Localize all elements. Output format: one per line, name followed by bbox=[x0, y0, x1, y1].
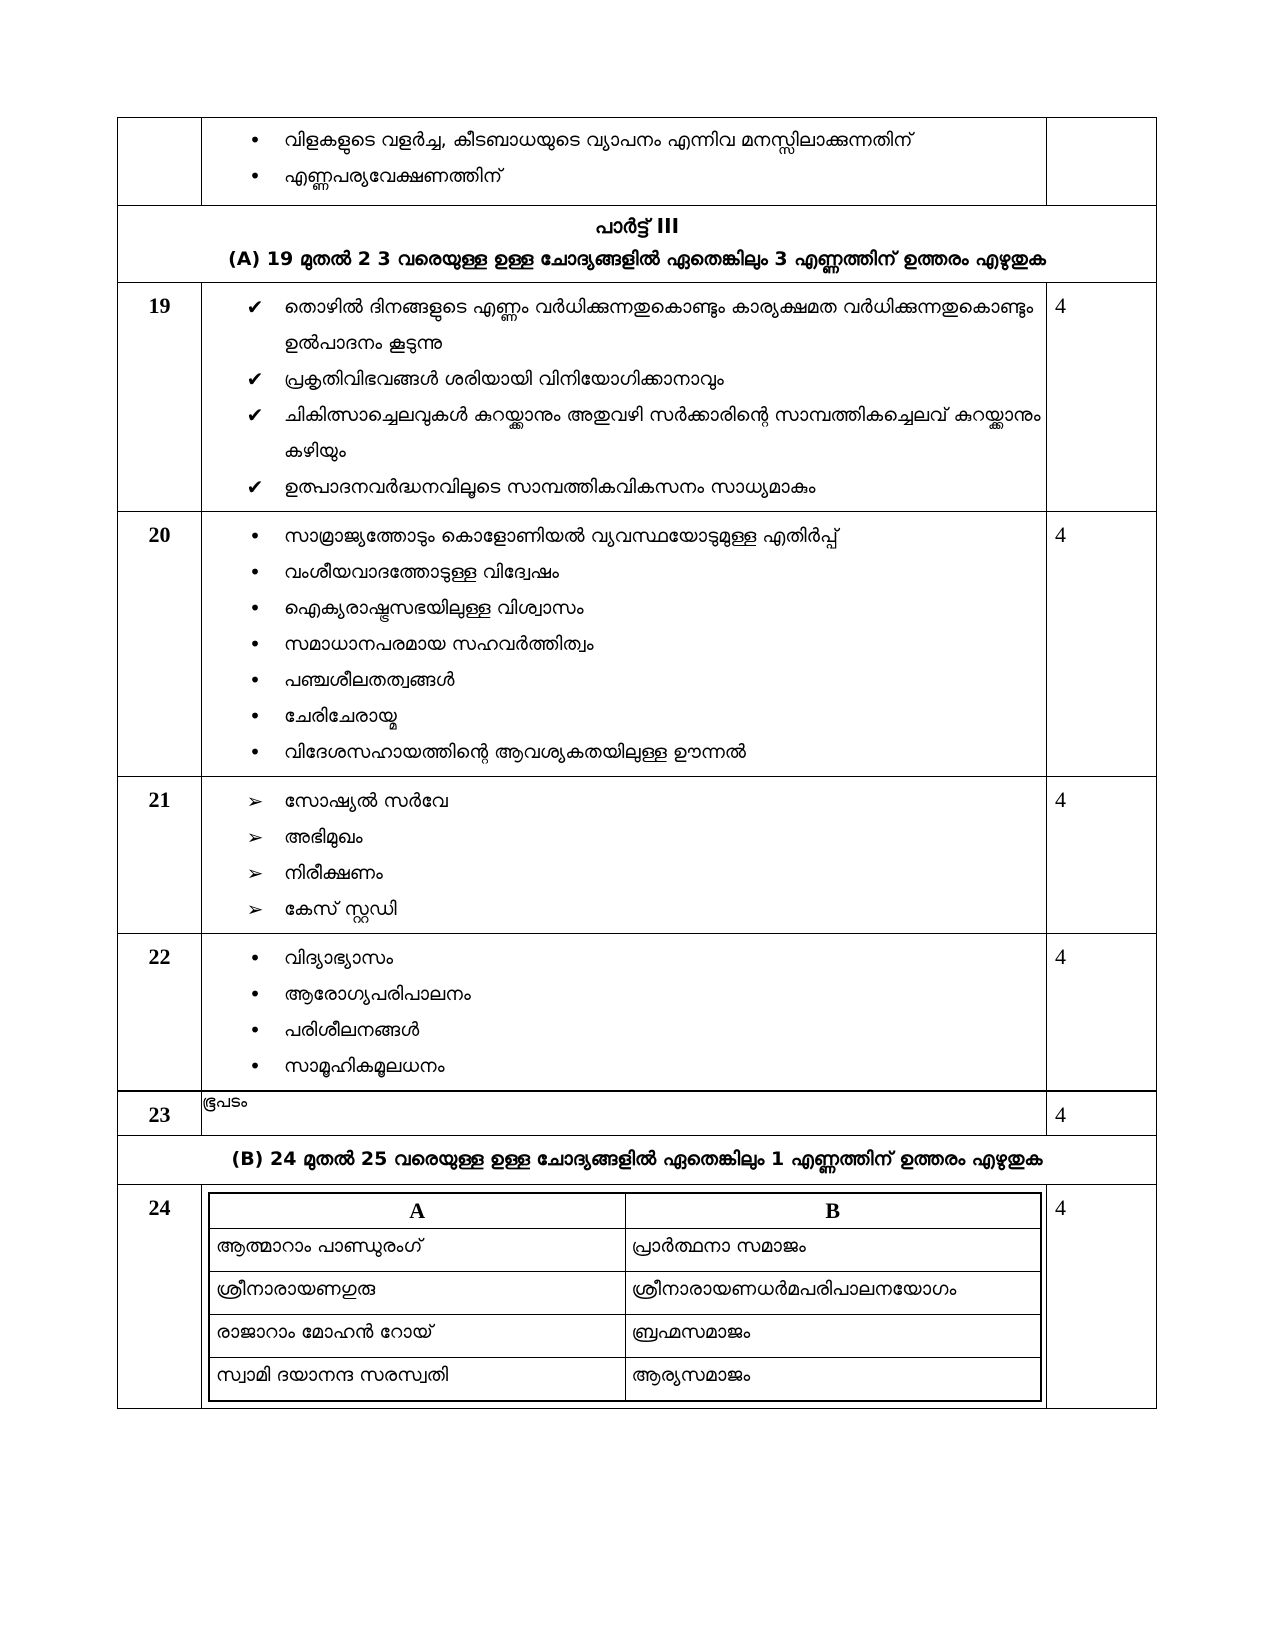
answer-table bbox=[117, 117, 1157, 1409]
table-row: ആത്മാറാം പാണ്ഡുരംഗ് പ്രാർത്ഥനാ സമാജം bbox=[209, 1228, 1041, 1271]
section-b-heading-row bbox=[118, 1135, 1157, 1184]
bullet-icon: • bbox=[249, 1018, 261, 1042]
bullet-icon: • bbox=[249, 740, 261, 764]
check-icon: ✔ bbox=[246, 403, 264, 427]
arrow-bullet-icon: ➢ bbox=[246, 897, 264, 921]
check-icon: ✔ bbox=[246, 475, 264, 499]
list-item: ✔ ഉത്പാദനവർദ്ധനവിലൂടെ സാമ്പത്തികവികസനം സാധ്യമാകും bbox=[202, 469, 1046, 505]
bullet-icon: • bbox=[249, 560, 261, 584]
bullet-icon: • bbox=[249, 164, 261, 188]
section-b-instruction: (B) 24 മുതൽ 25 വരെയുള്ള ഉള്ള ചോദ്യങ്ങളിൽ ഏതെങ്കിലും 1 എണ്ണത്തിന് ഉത്തരം എഴുതുക bbox=[231, 1147, 1043, 1170]
column-header-b: B bbox=[625, 1193, 1041, 1229]
list-item: ✔ ചികിത്സാച്ചെലവുകൾ കുറയ്ക്കാനും അതുവഴി സർക്കാരിന്റെ സാമ്പത്തികച്ചെലവ് കുറയ്ക്കാനും കഴിയും bbox=[202, 397, 1046, 469]
marks: 4 bbox=[1047, 512, 1157, 777]
list-item: • വംശീയവാദത്തോടുള്ള വിദ്വേഷം bbox=[202, 554, 1046, 590]
question-number: 22 bbox=[118, 934, 202, 1092]
arrow-bullet-icon: ➢ bbox=[246, 789, 264, 813]
check-icon: ✔ bbox=[246, 295, 264, 319]
match-table bbox=[208, 1192, 1042, 1402]
list-item: • ആരോഗ്യപരിപാലനം bbox=[202, 976, 1046, 1012]
marks: 4 bbox=[1047, 934, 1157, 1092]
bullet-icon: • bbox=[249, 1054, 261, 1078]
list-item: • വിളകളുടെ വളർച്ച, കീടബാധയുടെ വ്യാപനം എന്നിവ മനസ്സിലാക്കുന്നതിന് bbox=[202, 122, 1046, 158]
bullet-icon: • bbox=[249, 668, 261, 692]
bullet-icon: • bbox=[249, 596, 261, 620]
answer-text: ഭൂപടം bbox=[202, 1091, 1047, 1135]
bullet-icon: • bbox=[249, 524, 261, 548]
marks: 4 bbox=[1047, 283, 1157, 512]
bullet-icon: • bbox=[249, 982, 261, 1006]
question-number: 21 bbox=[118, 777, 202, 934]
answer-key-page bbox=[117, 117, 1157, 1409]
list-item: ➢ കേസ് സ്റ്റഡി bbox=[202, 891, 1046, 927]
list-item: • പഞ്ചശീലതത്വങ്ങൾ bbox=[202, 662, 1046, 698]
list-item: • ചേരിചേരായ്മ bbox=[202, 698, 1046, 734]
bullet-icon: • bbox=[249, 704, 261, 728]
question-number: 24 bbox=[118, 1184, 202, 1408]
list-item: • സാമൂഹികമൂലധനം bbox=[202, 1048, 1046, 1084]
arrow-bullet-icon: ➢ bbox=[246, 861, 264, 885]
list-item: • വിദേശസഹായത്തിന്റെ ആവശ്യകതയിലുള്ള ഊന്നൽ bbox=[202, 734, 1046, 770]
list-item: • ഐക്യരാഷ്ട്രസഭയിലുള്ള വിശ്വാസം bbox=[202, 590, 1046, 626]
section-a-instruction: (A) 19 മുതൽ 2 3 വരെയുള്ള ഉള്ള ചോദ്യങ്ങളിൽ ഏതെങ്കിലും 3 എണ്ണത്തിന് ഉത്തരം എഴുതുക bbox=[228, 248, 1046, 270]
marks bbox=[1047, 118, 1157, 206]
bullet-icon: • bbox=[249, 946, 261, 970]
table-row: ശ്രീനാരായണഗുരു ശ്രീനാരായണധർമപരിപാലനയോഗം bbox=[209, 1271, 1041, 1314]
list-item: • സാമ്രാജ്യത്തോടും കൊളോണിയൽ വ്യവസ്ഥയോടുമുള്ള എതിർപ്പ് bbox=[202, 518, 1046, 554]
question-number: 23 bbox=[118, 1091, 202, 1135]
arrow-bullet-icon: ➢ bbox=[246, 825, 264, 849]
list-item: ➢ സോഷ്യൽ സർവേ bbox=[202, 783, 1046, 819]
list-item: • എണ്ണപര്യവേക്ഷണത്തിന് bbox=[202, 158, 1046, 194]
list-item: ➢ നിരീക്ഷണം bbox=[202, 855, 1046, 891]
question-number bbox=[118, 118, 202, 206]
list-item: ➢ അഭിമുഖം bbox=[202, 819, 1046, 855]
part-title: പാർട്ട് III bbox=[594, 214, 680, 238]
list-item: ✔ പ്രകൃതിവിഭവങ്ങൾ ശരിയായി വിനിയോഗിക്കാനാവും bbox=[202, 361, 1046, 397]
bullet-icon: • bbox=[249, 632, 261, 656]
marks: 4 bbox=[1047, 777, 1157, 934]
column-header-a: A bbox=[209, 1193, 625, 1229]
list-item: • സമാധാനപരമായ സഹവർത്തിത്വം bbox=[202, 626, 1046, 662]
bullet-icon: • bbox=[249, 128, 261, 152]
question-row-23 bbox=[118, 1091, 1157, 1135]
table-row: രാജാറാം മോഹൻ റോയ് ബ്രഹ്മസമാജം bbox=[209, 1314, 1041, 1357]
question-row-21 bbox=[118, 777, 1157, 934]
list-item: • വിദ്യാഭ്യാസം bbox=[202, 940, 1046, 976]
table-row: സ്വാമി ദയാനന്ദ സരസ്വതി ആര്യസമാജം bbox=[209, 1357, 1041, 1401]
list-item: • പരിശീലനങ്ങൾ bbox=[202, 1012, 1046, 1048]
marks: 4 bbox=[1047, 1184, 1157, 1408]
question-row-22 bbox=[118, 934, 1157, 1092]
question-row-24 bbox=[118, 1184, 1157, 1408]
list-item: ✔ തൊഴിൽ ദിനങ്ങളുടെ എണ്ണം വർധിക്കുന്നതുകൊണ്ടും കാര്യക്ഷമത വർധിക്കുന്നതുകൊണ്ടും ഉൽപാദനം കൂടുന്നു bbox=[202, 289, 1046, 361]
question-row-20 bbox=[118, 512, 1157, 777]
part-heading-row bbox=[118, 206, 1157, 283]
question-number: 19 bbox=[118, 283, 202, 512]
question-number: 20 bbox=[118, 512, 202, 777]
check-icon: ✔ bbox=[246, 367, 264, 391]
marks: 4 bbox=[1047, 1091, 1157, 1135]
row-continuation bbox=[118, 118, 1157, 206]
question-row-19 bbox=[118, 283, 1157, 512]
